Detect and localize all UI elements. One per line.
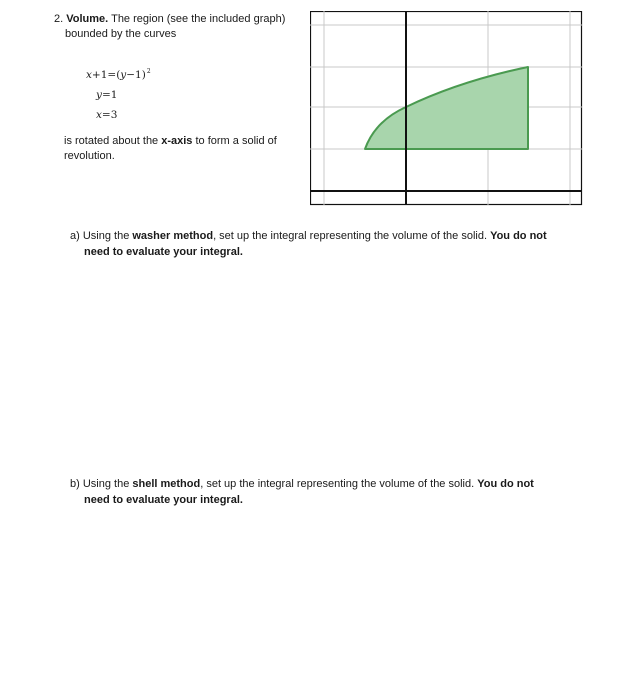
problem-intro — [54, 12, 304, 42]
eq1-x: x — [86, 69, 92, 81]
intro-line-1: The region (see the included graph) — [111, 13, 286, 25]
part-b-text-pre: Using the — [82, 478, 133, 490]
part-a-method: washer method — [132, 230, 214, 242]
equation-curve-2 — [86, 85, 151, 105]
eq1-mid: +1=( — [91, 69, 121, 81]
eq2-rhs: =1 — [101, 89, 118, 101]
eq3-x: x — [96, 109, 102, 121]
part-a — [70, 228, 590, 260]
eq1-y: y — [120, 69, 127, 81]
rotation-statement — [64, 134, 304, 164]
curve-equations — [86, 62, 151, 125]
equation-curve-3 — [86, 105, 151, 125]
eq1-exponent: 2 — [146, 68, 151, 75]
rotation-pre: is rotated about the — [64, 135, 162, 147]
equation-curve-1 — [86, 62, 151, 85]
eq1-rhs: −1) — [126, 69, 146, 81]
part-a-text-mid: , set up the integral representing the volume of the solid. — [213, 230, 491, 242]
problem-title: Volume. — [66, 13, 109, 25]
rotation-axis: x-axis — [161, 135, 193, 147]
eq3-rhs: =3 — [101, 109, 118, 121]
part-a-text-pre: Using the — [82, 230, 133, 242]
region-graph — [310, 11, 584, 207]
part-a-note-2: need to evaluate your integral. — [84, 246, 243, 258]
problem-number: 2. — [54, 13, 64, 25]
rotation-post: to form a solid of revolution. — [64, 135, 277, 162]
eq2-y: y — [96, 89, 102, 101]
part-b-note-1: You do not — [477, 478, 534, 490]
part-b-method: shell method — [132, 478, 201, 490]
part-b-label: b) — [70, 478, 80, 490]
part-b-note-2: need to evaluate your integral. — [84, 494, 243, 506]
part-a-note-1: You do not — [490, 230, 547, 242]
intro-line-2: bounded by the curves — [65, 28, 177, 40]
part-b — [70, 476, 590, 508]
part-b-text-mid: , set up the integral representing the volume of the solid. — [200, 478, 478, 490]
part-a-label: a) — [70, 230, 80, 242]
